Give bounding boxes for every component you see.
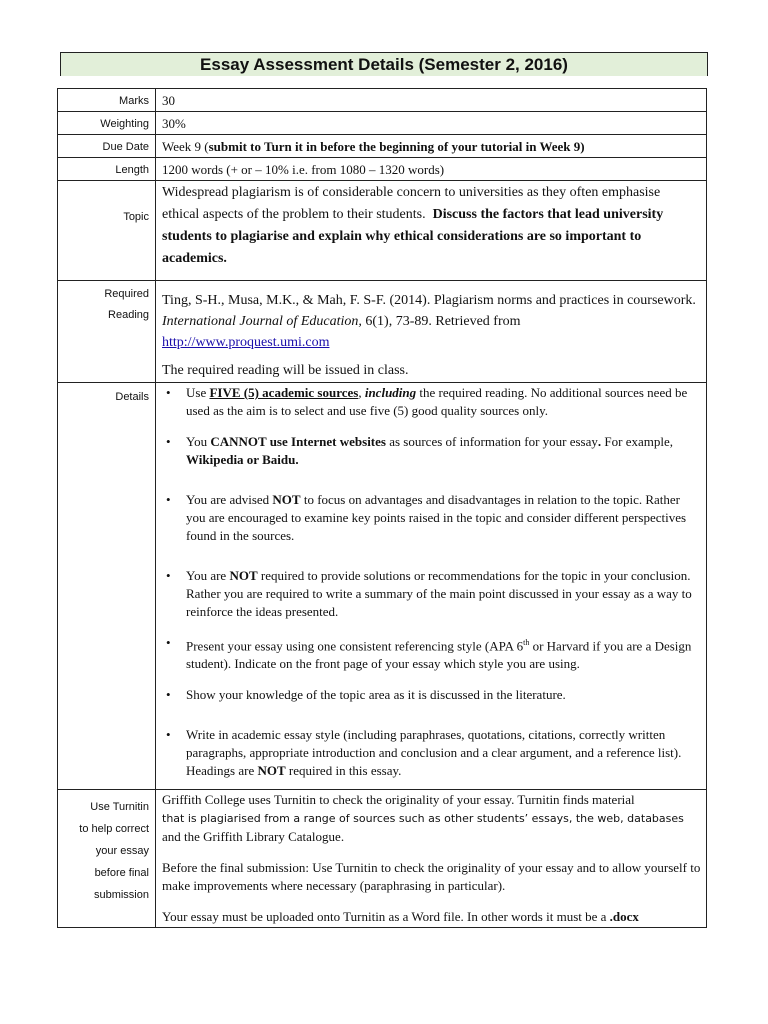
turnitin-row (58, 790, 707, 928)
turnitin-para-3: Your essay must be uploaded onto Turnitin as a Word file. In other words it must be a .docx (162, 909, 639, 924)
turnitin-para-1: Griffith College uses Turnitin to check the originality of your essay. Turnitin finds material that is plagiarised from a range of sources such as other students’ essays, the web, databases and the Griffith Library Catalogue. (162, 792, 684, 844)
details-item: • You CANNOT use Internet websites as sources of information for your essay. For example, Wikipedia or Baidu. (186, 433, 700, 469)
required-reading-content (156, 281, 707, 383)
details-item: • You are NOT required to provide solutions or recommendations for the topic in your conclusion. Rather you are required to write a summary of the main point discussed in your essay as a way to reinforce the ideas presented. (186, 567, 700, 621)
due-date-label: Due Date (58, 135, 156, 158)
details-list (162, 384, 700, 780)
marks-row (58, 89, 707, 112)
length-label: Length (58, 158, 156, 181)
topic-label: Topic (58, 181, 156, 281)
marks-label: Marks (58, 89, 156, 112)
length-value: 1200 words (+ or – 10% i.e. from 1080 – 1320 words) (156, 158, 707, 181)
page-title: Essay Assessment Details (Semester 2, 2016) (60, 52, 708, 76)
turnitin-content (156, 790, 707, 928)
required-reading-row (58, 281, 707, 383)
details-item: • Use FIVE (5) academic sources, including the required reading. No additional sources need be used as the aim is to select and use five (5) good quality sources only. (186, 384, 700, 420)
assessment-table (57, 88, 707, 928)
details-item: • You are advised NOT to focus on advantages and disadvantages in relation to the topic. Rather you are encouraged to examine key points raised in the topic and consider different perspectives found in the sources. (186, 491, 700, 545)
marks-value: 30 (156, 89, 707, 112)
reading-note: The required reading will be issued in class. (162, 363, 409, 378)
topic-row (58, 181, 707, 281)
details-label: Details (58, 383, 156, 790)
length-row (58, 158, 707, 181)
turnitin-label: Use Turnitin to help correct your essay before final submission (58, 790, 156, 928)
required-reading-label: Required Reading (58, 281, 156, 383)
proquest-link[interactable]: http://www.proquest.umi.com (162, 335, 330, 350)
weighting-value: 30% (156, 112, 707, 135)
citation: Ting, S-H., Musa, M.K., & Mah, F. S-F. (2014). Plagiarism norms and practices in coursework. International Journal of Education, 6(1), 73-89. Retrieved from http://www.proquest.umi.com (162, 293, 696, 350)
details-item: • Show your knowledge of the topic area as it is discussed in the literature. (186, 686, 700, 704)
topic-text: Widespread plagiarism is of considerable concern to universities as they often emphasise ethical aspects of the problem to their students. Discuss the factors that lead university students to plagiarise and explain why ethical considerations are so important to academics. (156, 181, 707, 281)
due-date-row (58, 135, 707, 158)
turnitin-para-2: Before the final submission: Use Turnitin to check the originality of your essay and to allow yourself to make improvements where necessary (paraphrasing in particular). (162, 860, 701, 893)
due-date-value: Week 9 (submit to Turn it in before the beginning of your tutorial in Week 9) (156, 135, 707, 158)
weighting-row (58, 112, 707, 135)
details-item: • Write in academic essay style (including paraphrases, quotations, citations, correctly written paragraphs, appropriate introduction and conclusion and a clear argument, and a reference list). Headings are NOT required in this essay. (186, 726, 700, 780)
details-content (156, 383, 707, 790)
details-item: • Present your essay using one consistent referencing style (APA 6th or Harvard if you are a Design student). Indicate on the front page of your essay which style you are using. (186, 634, 700, 673)
details-row (58, 383, 707, 790)
weighting-label: Weighting (58, 112, 156, 135)
